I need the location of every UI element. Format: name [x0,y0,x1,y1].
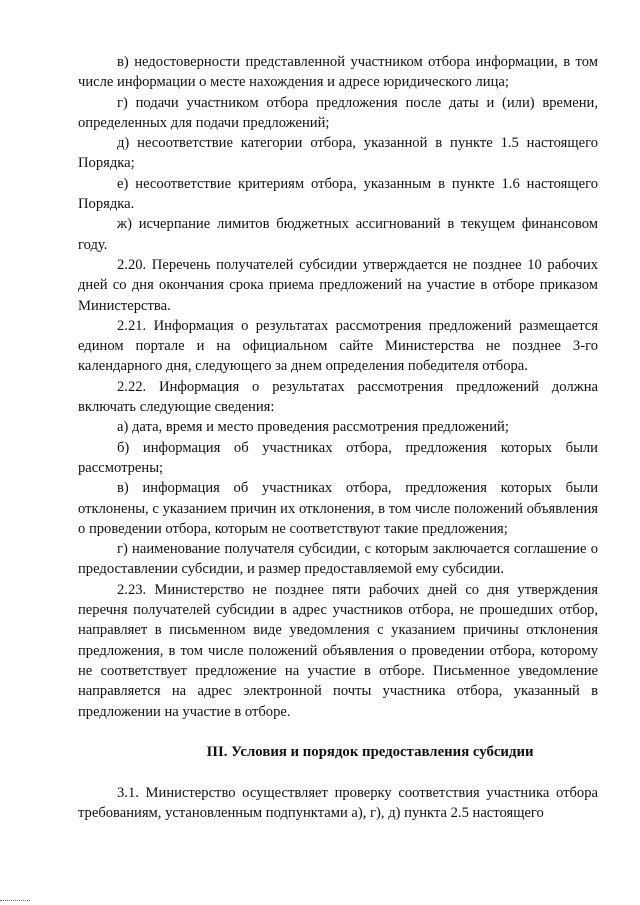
scan-edge-mark [0,900,30,901]
paragraph-2-23: 2.23. Министерство не позднее пяти рабочих дней со дня утверждения перечня получателей субсидии в адрес участников отбора, не прошедших отбор, направляет в письменном виде уведомления с указанием причины отклонения предложения, в том числе положений объявления о проведении отбора, которому не соответствует предложение на участие в отборе. Письменное уведомление направляется на адрес электронной почты участника отбора, указанный в предложении на участие в отборе. [78,581,598,720]
paragraph-2-20: 2.20. Перечень получателей субсидии утверждается не позднее 10 рабочих дней со дня окончания срока приема предложений на участие в отборе приказом Министерства. [78,256,598,314]
paragraph-2-22-g: г) наименование получателя субсидии, с которым заключается соглашение о предоставлении субсидии, и размер предоставляемой ему субсидии. [78,541,598,578]
document-page [78,52,598,823]
paragraph-2-22-v: в) информация об участниках отбора, предложения которых были отклонены, с указанием причин их отклонения, в том числе положений объявления о проведении отбора, которым не соответствуют такие предложения; [78,480,598,537]
paragraph-item-e: е) несоответствие критериям отбора, указанным в пункте 1.6 настоящего Порядка. [78,175,598,213]
paragraph-2-22: 2.22. Информация о результатах рассмотрения предложений должна включать следующие сведения: [78,378,598,416]
section-heading: III. Условия и порядок предоставления субсидии [206,743,534,760]
paragraph-2-22-b: б) информация об участниках отбора, предложения которых были рассмотрены; [78,439,598,476]
paragraph-item-v: в) недостоверности представленной участником отбора информации, в том числе информации о месте нахождения и адресе юридического лица; [78,54,598,91]
paragraph-item-g: г) подачи участником отбора предложения после даты и (или) времени, определенных для подачи предложений; [78,94,598,131]
paragraph-item-zh: ж) исчерпание лимитов бюджетных ассигнований в текущем финансовом году. [78,216,598,253]
paragraph-item-d: д) несоответствие категории отбора, указанной в пункте 1.5 настоящего Порядка; [78,135,598,172]
paragraph-2-21: 2.21. Информация о результатах рассмотрения предложений размещается едином портале и на официальном сайте Министерства не позднее 3-го календарного дня, следующего за днем определения победителя отбора. [78,317,598,375]
paragraph-2-22-a: а) дата, время и место проведения рассмотрения предложений; [117,419,509,436]
paragraph-3-1: 3.1. Министерство осуществляет проверку соответствия участника отбора требованиям, установленным подпунктами а), г), д) пункта 2.5 настоящего [78,784,598,822]
